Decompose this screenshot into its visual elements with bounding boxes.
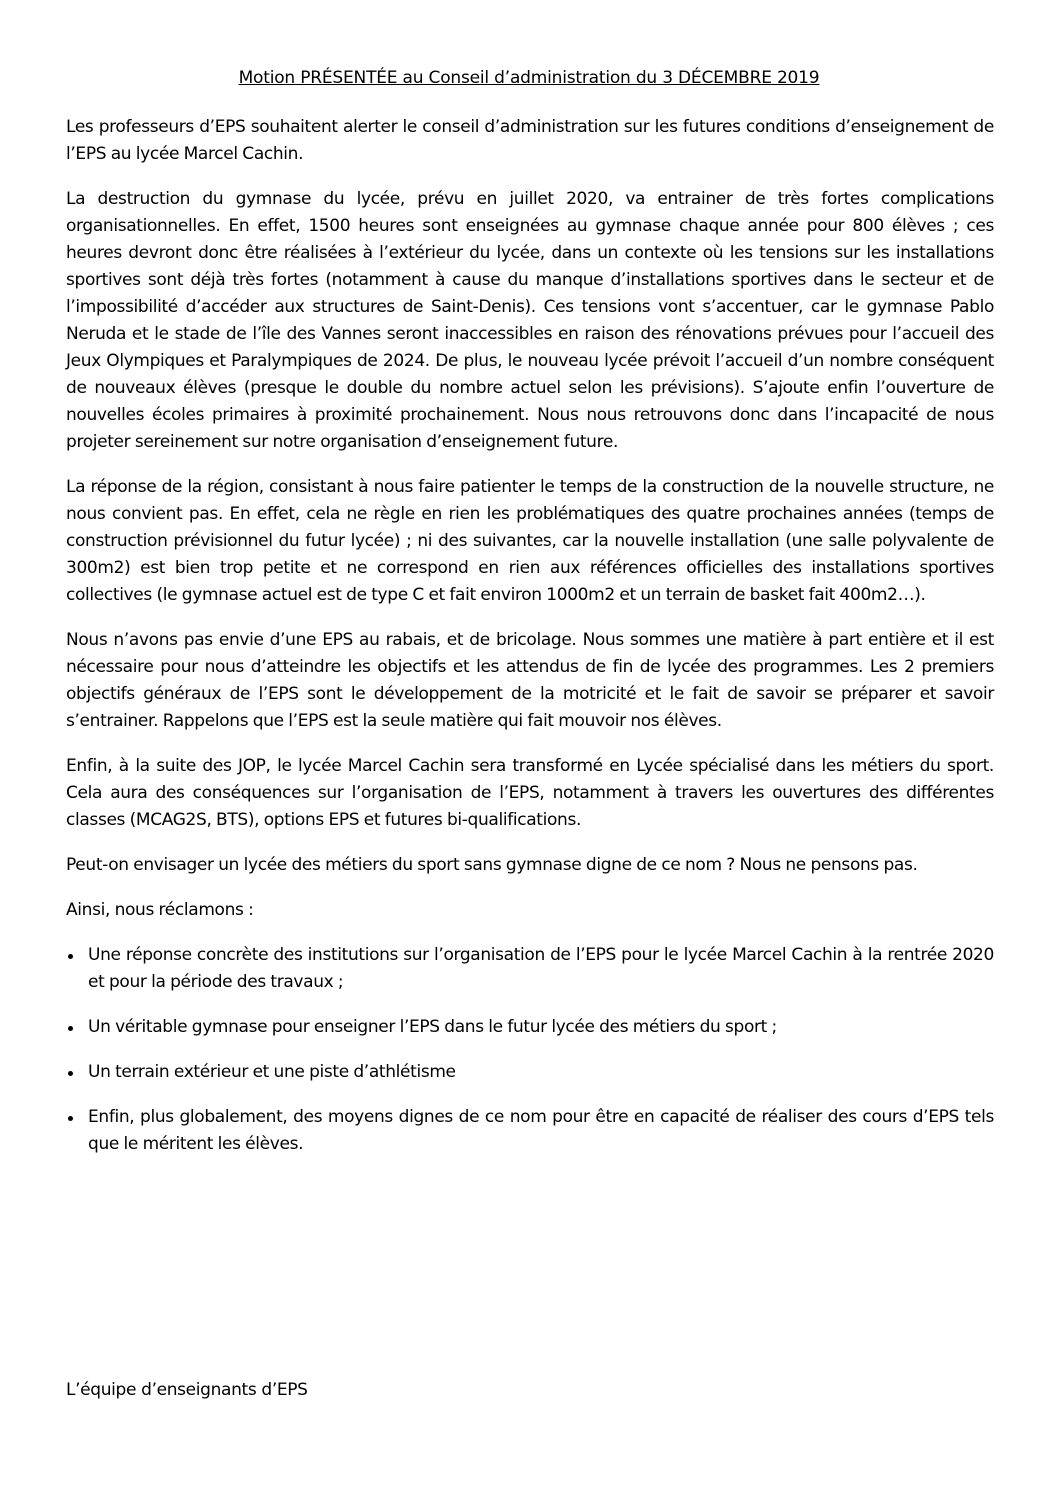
signature: L’équipe d’enseignants d’EPS — [66, 1380, 308, 1400]
paragraph-question: Peut-on envisager un lycée des métiers du sport sans gymnase digne de ce nom ? Nous ne pensons pas. — [66, 855, 918, 875]
document-title: Motion PRÉSENTÉE au Conseil d’administration du 3 DÉCEMBRE 2019 — [238, 68, 820, 88]
bullet-icon — [68, 1116, 73, 1121]
document-body — [66, 114, 994, 1176]
bullet-icon — [68, 1071, 73, 1076]
list-item — [66, 1014, 994, 1041]
list-item-text: Enfin, plus globalement, des moyens dignes de ce nom pour être en capacité de réaliser des cours d’EPS tels que le méritent les élèves. — [88, 1107, 994, 1154]
list-item — [66, 942, 994, 996]
paragraph-demands-intro: Ainsi, nous réclamons : — [66, 900, 254, 920]
bullet-icon — [68, 954, 73, 959]
list-item-text: Une réponse concrète des institutions sur l’organisation de l’EPS pour le lycée Marcel Cachin à la rentrée 2020 et pour la période des travaux ; — [88, 945, 994, 992]
list-item-text: Un terrain extérieur et une piste d’athlétisme — [88, 1062, 456, 1082]
paragraph-region-response: La réponse de la région, consistant à nous faire patienter le temps de la construction de la nouvelle structure, ne nous convient pas. En effet, cela ne règle en rien les problématiques des quatre prochaines années (temps de construction prévisionnel du futur lycée) ; ni des suivantes, car la nouvelle installation (une salle polyvalente de 300m2) est bien trop petite et ne correspond en rien aux références officielles des installations sportives collectives (le gymnase actuel est de type C et fait environ 1000m2 et un terrain de basket fait 400m2…). — [66, 477, 994, 605]
list-item-text: Un véritable gymnase pour enseigner l’EPS dans le futur lycée des métiers du sport ; — [88, 1017, 777, 1037]
list-item — [66, 1104, 994, 1158]
paragraph-eps-objectives: Nous n’avons pas envie d’une EPS au rabais, et de bricolage. Nous sommes une matière à part entière et il est nécessaire pour nous d’atteindre les objectifs et les attendus de fin de lycée des programmes. Les 2 premiers objectifs généraux de l’EPS sont le développement de la motricité et le fait de savoir se préparer et savoir s’entrainer. Rappelons que l’EPS est la seule matière qui fait mouvoir nos élèves. — [66, 630, 994, 731]
paragraph-gymnasium-destruction: La destruction du gymnase du lycée, prévu en juillet 2020, va entrainer de très fortes complications organisationnelles. En effet, 1500 heures sont enseignées au gymnase chaque année pour 800 élèves ; ces heures devront donc être réalisées à l’extérieur du lycée, dans un contexte où les tensions sur les installations sportives sont déjà très fortes (notamment à cause du manque d’installations sportives dans le secteur et de l’impossibilité d’accéder aux structures de Saint-Denis). Ces tensions vont s’accentuer, car le gymnase Pablo Neruda et le stade de l’île des Vannes seront inaccessibles en raison des rénovations prévues pour l’accueil des Jeux Olympiques et Paralympiques de 2024. De plus, le nouveau lycée prévoit l’accueil d’un nombre conséquent de nouveaux élèves (presque le double du nombre actuel selon les prévisions). S’ajoute enfin l’ouverture de nouvelles écoles primaires à proximité prochainement. Nous nous retrouvons donc dans l’incapacité de nous projeter sereinement sur notre organisation d’enseignement future. — [66, 189, 994, 452]
demands-list — [66, 942, 994, 1158]
paragraph-sports-lycee: Enfin, à la suite des JOP, le lycée Marcel Cachin sera transformé en Lycée spécialisé dans les métiers du sport. Cela aura des conséquences sur l’organisation de l’EPS, notamment à travers les ouvertures des différentes classes (MCAG2S, BTS), options EPS et futures bi-qualifications. — [66, 756, 994, 830]
paragraph-intro: Les professeurs d’EPS souhaitent alerter le conseil d’administration sur les futures conditions d’enseignement de l’EPS au lycée Marcel Cachin. — [66, 117, 994, 164]
bullet-icon — [68, 1026, 73, 1031]
list-item — [66, 1059, 994, 1086]
